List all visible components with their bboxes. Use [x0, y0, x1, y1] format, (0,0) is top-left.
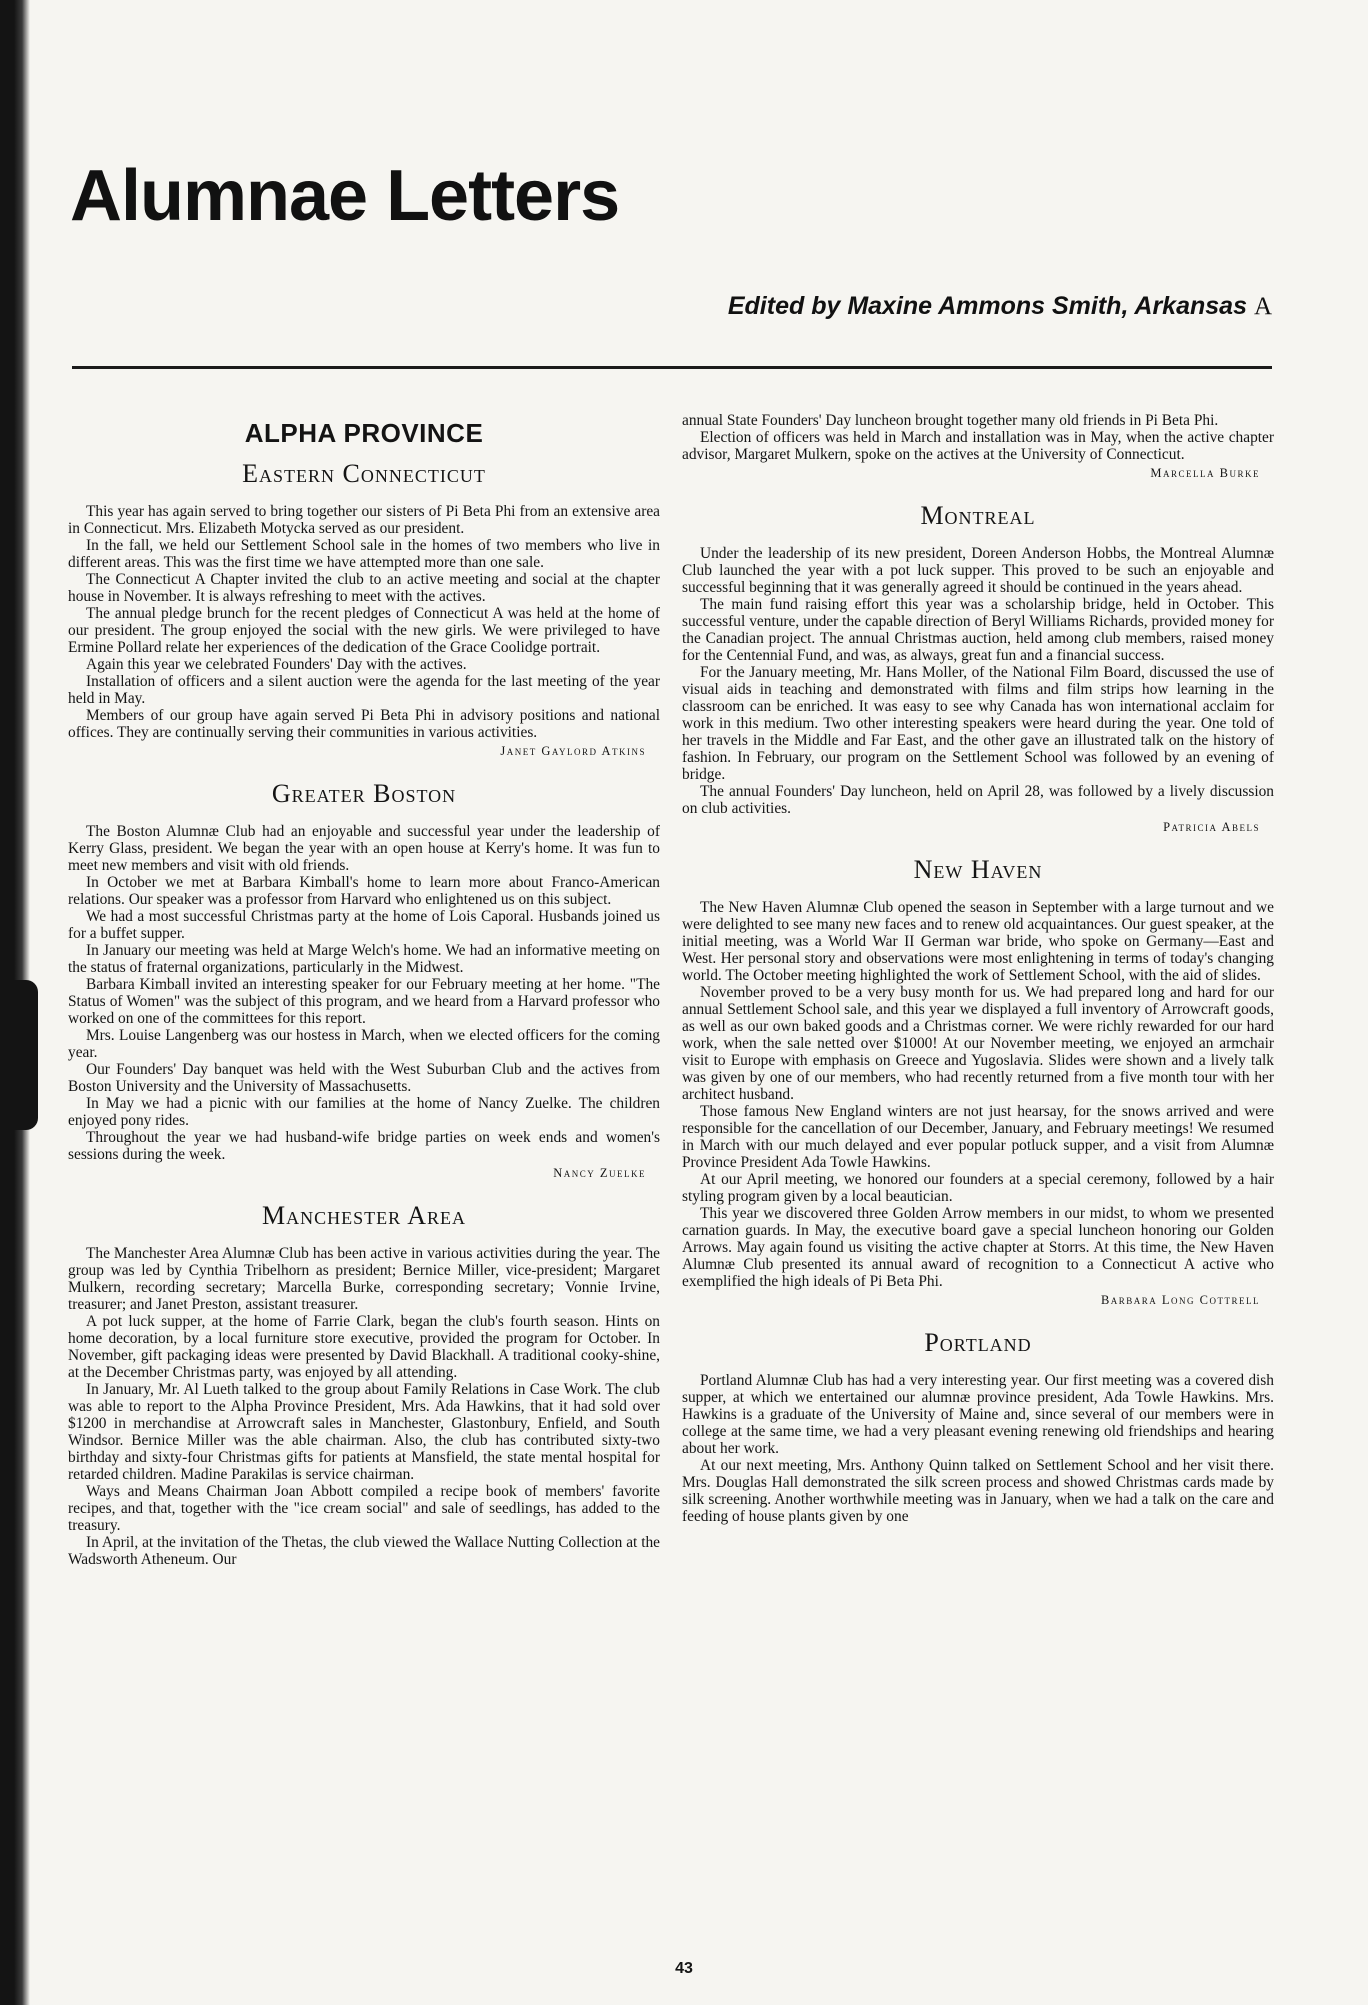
paragraph: Under the leadership of its new president, Doreen Anderson Hobbs, the Montreal Alumnæ Club launched the year with a pot luck supper. This proved to be such an enjoyable and successful beginning that it was generally agreed it should be continued in the years ahead. [682, 545, 1274, 596]
signature-montreal: Patricia Abels [1163, 820, 1260, 834]
paragraph: In January, Mr. Al Lueth talked to the group about Family Relations in Case Work. The club was able to report to the Alpha Province President, Mrs. Ada Hawkins, that it had sold over $1200 in merchandise at Arrowcraft sales in Manchester, Glastonbury, Enfield, and South Windsor. Bernice Miller was the able chairman. Also, the club has contributed sixty-two birthday and sixty-four Christmas gifts for patients at Mansfield, the state mental hospital for retarded children. Madine Parakilas is service chairman. [68, 1381, 660, 1483]
paragraph: This year we discovered three Golden Arrow members in our midst, to whom we presented carnation guards. In May, the executive board gave a special luncheon honoring our Golden Arrows. May again found us visiting the active chapter at Storrs. At this time, the New Haven Alumnæ Club presented its annual award of recognition to a Connecticut A active who exemplified the high ideals of Pi Beta Phi. [682, 1205, 1274, 1290]
paragraph: Members of our group have again served Pi Beta Phi in advisory positions and national offices. They are continually serving their communities in various activities. [68, 707, 660, 741]
paragraph: Barbara Kimball invited an interesting speaker for our February meeting at her home. "The Status of Women" was the subject of this program, and we heard from a Harvard professor who worked on one of the committees for this report. [68, 976, 660, 1027]
paragraph: In April, at the invitation of the Thetas, the club viewed the Wallace Nutting Collection at the Wadsworth Atheneum. Our [68, 1534, 660, 1568]
paragraph: November proved to be a very busy month for us. We had prepared long and hard for our annual Settlement School sale, and this year we displayed a full inventory of Arrowcraft goods, as well as our own baked goods and a Christmas corner. We were richly rewarded for our hard work, when the sale netted over $1000! At our November meeting, we enjoyed an armchair visit to Europe with emphasis on Greece and Yugoslavia. Slides were shown and a lively talk was given by one of our members, who had recently returned from a five month tour with her architect husband. [682, 984, 1274, 1103]
signature-eastern-connecticut: Janet Gaylord Atkins [500, 744, 646, 758]
paragraph: Ways and Means Chairman Joan Abbott compiled a recipe book of members' favorite recipes, and that, together with the "ice cream social" and sale of seedlings, has added to the treasury. [68, 1483, 660, 1534]
paragraph: The annual pledge brunch for the recent pledges of Connecticut A was held at the home of our president. The group enjoyed the social with the new girls. We were privileged to have Ermine Pollard relate her experiences of the dedication of the Grace Coolidge portrait. [68, 605, 660, 656]
section-heading-montreal: Montreal [920, 501, 1036, 530]
paragraph: In October we met at Barbara Kimball's home to learn more about Franco-American relations. Our speaker was a professor from Harvard who enlightened us on this subject. [68, 874, 660, 908]
section-heading-eastern-connecticut: Eastern Connecticut [242, 459, 486, 488]
editor-credit [728, 292, 1272, 321]
paragraph: The annual Founders' Day luncheon, held on April 28, was followed by a lively discussion on club activities. [682, 783, 1274, 817]
paragraph: The main fund raising effort this year was a scholarship bridge, held in October. This successful venture, under the capable direction of Beryl Williams Richards, provided money for the Canadian project. The annual Christmas auction, held among club members, raised money for the Centennial Fund, and was, as always, great fun and a financial success. [682, 596, 1274, 664]
header-rule [72, 366, 1272, 369]
paragraph: Throughout the year we had husband-wife bridge parties on week ends and women's sessions during the week. [68, 1129, 660, 1163]
paragraph: Portland Alumnæ Club has had a very interesting year. Our first meeting was a covered dish supper, at which we entertained our alumnæ province president, Ada Towle Hawkins. Mrs. Hawkins is a graduate of the University of Maine and, since several of our members were in college at the same time, we had a very pleasant evening renewing old friendships and hearing about her work. [682, 1372, 1274, 1457]
paragraph: Installation of officers and a silent auction were the agenda for the last meeting of the year held in May. [68, 673, 660, 707]
paragraph: Those famous New England winters are not just hearsay, for the snows arrived and were responsible for the cancellation of our December, January, and February meetings! We resumed in March with our much delayed and ever popular potluck supper, and a visit from Alumnæ Province President Ada Towle Hawkins. [682, 1103, 1274, 1171]
paragraph: In May we had a picnic with our families at the home of Nancy Zuelke. The children enjoyed pony rides. [68, 1095, 660, 1129]
section-heading-new-haven: New Haven [913, 855, 1043, 884]
paragraph: In January our meeting was held at Marge Welch's home. We had an informative meeting on the status of fraternal organizations, particularly in the Midwest. [68, 942, 660, 976]
paragraph: Our Founders' Day banquet was held with the West Suburban Club and the actives from Boston University and the University of Massachusetts. [68, 1061, 660, 1095]
paragraph: The Boston Alumnæ Club had an enjoyable and successful year under the leadership of Kerry Glass, president. We began the year with an open house at Kerry's home. It was fun to meet new members and visit with old friends. [68, 823, 660, 874]
paragraph: This year has again served to bring together our sisters of Pi Beta Phi from an extensive area in Connecticut. Mrs. Elizabeth Motycka served as our president. [68, 503, 660, 537]
right-column [682, 412, 1274, 1525]
paragraph: The Connecticut A Chapter invited the club to an active meeting and social at the chapter house in November. It is always refreshing to meet with the actives. [68, 571, 660, 605]
editor-chapter-letter: Α [1253, 293, 1272, 320]
signature-new-haven: Barbara Long Cottrell [1100, 1293, 1260, 1307]
paragraph: A pot luck supper, at the home of Farrie Clark, began the club's fourth season. Hints on home decoration, by a local furniture store executive, provided the program for October. In November, gift packaging ideas were presented by David Blackhall. A traditional cooky-shine, at the December Christmas party, was enjoyed by all attending. [68, 1313, 660, 1381]
paragraph: annual State Founders' Day luncheon brought together many old friends in Pi Beta Phi. [682, 412, 1219, 429]
editor-credit-text: Edited by Maxine Ammons Smith, Arkansas [727, 292, 1247, 320]
paragraph: In the fall, we held our Settlement School sale in the homes of two members who live in different areas. This was the first time we have attempted more than one sale. [68, 537, 660, 571]
paragraph: The New Haven Alumnæ Club opened the season in September with a large turnout and we were delighted to see many new faces and to renew old acquaintances. Our guest speaker, at the initial meeting, was a World War II German war bride, who spoke on Germany—East and West. Her personal story and observations were most enlightening in terms of today's changing world. The October meeting highlighted the work of Settlement School, with the aid of slides. [682, 899, 1274, 984]
section-heading-greater-boston: Greater Boston [271, 779, 457, 808]
scan-binding-tab [0, 980, 38, 1130]
paragraph: Again this year we celebrated Founders' Day with the actives. [86, 656, 467, 673]
paragraph: We had a most successful Christmas party at the home of Lois Caporal. Husbands joined us for a buffet supper. [68, 908, 660, 942]
paragraph: The Manchester Area Alumnæ Club has been active in various activities during the year. The group was led by Cynthia Tribelhorn as president; Bernice Miller, vice-president; Margaret Mulkern, recording secretary; Marcella Burke, corresponding secretary; Vonnie Irvine, treasurer; and Janet Preston, assistant treasurer. [68, 1245, 660, 1313]
signature-greater-boston: Nancy Zuelke [553, 1166, 646, 1180]
section-heading-manchester-area: Manchester Area [262, 1201, 466, 1230]
section-heading-portland: Portland [924, 1328, 1032, 1357]
paragraph: Election of officers was held in March and installation was in May, when the active chapter advisor, Margaret Mulkern, spoke on the actives at the University of Connecticut. [682, 429, 1274, 463]
signature-manchester-area: Marcella Burke [1150, 466, 1260, 480]
page-number: 43 [675, 1960, 693, 1977]
paragraph: Mrs. Louise Langenberg was our hostess in March, when we elected officers for the coming year. [68, 1027, 660, 1061]
page-title: Alumnae Letters [70, 156, 620, 236]
paragraph: At our next meeting, Mrs. Anthony Quinn talked on Settlement School and her visit there. Mrs. Douglas Hall demonstrated the silk screen process and showed Christmas cards made by silk screening. Another worthwhile meeting was in January, when we had a talk on the care and feeding of house plants given by one [682, 1457, 1274, 1525]
paragraph: At our April meeting, we honored our founders at a special ceremony, followed by a hair styling program given by a local beautician. [682, 1171, 1274, 1205]
paragraph: For the January meeting, Mr. Hans Moller, of the National Film Board, discussed the use of visual aids in teaching and demonstrated with films and film strips how learning in the classroom can be enriched. It was easy to see why Canada has won international acclaim for work in this medium. Two other interesting speakers were heard during the year. One told of her travels in the Middle and Far East, and the other gave an illustrated talk on the history of fashion. In February, our program on the Settlement School was followed by an evening of bridge. [682, 664, 1274, 783]
province-heading: ALPHA PROVINCE [244, 418, 484, 448]
left-column [68, 412, 660, 1568]
